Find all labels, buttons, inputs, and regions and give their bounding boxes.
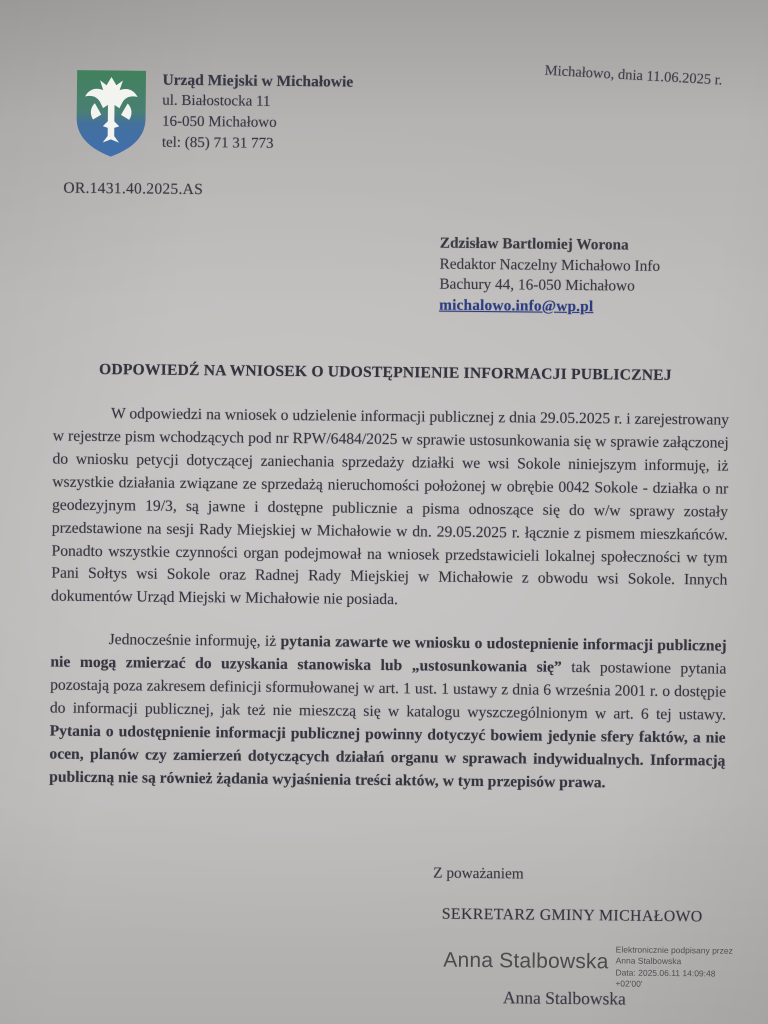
signatory-title: SEKRETARZ GMINY MICHAŁOWO <box>441 905 703 926</box>
recipient-block <box>439 234 660 319</box>
sender-phone: tel: (85) 71 31 773 <box>161 134 274 152</box>
sender-block <box>162 70 354 155</box>
body-paragraph-2: Jednocześnie informuję, iż pytania zawarte we wniosku o udostepnienie informacji publicznej nie mogą zmierzać do uzyskania stanowiska lub „ustosunkowania się” tak postawione pytania pozostają poza zakresem definicji sformułowanej w art. 1 ust. 1 ustawy z dnia 6 września 2001 r. o dostępie do informacji publicznej, jak też nie mieszczą się w katalogu wyszczególnionym w art. 6 tej ustawy. Pytania o udostępnienie informacji publicznej powinny dotyczyć bowiem jedynie sfery faktów, a nie ocen, planów czy zamierzeń dotyczących działań organu w sprawach indywidualnych. Informacją publiczną nie są również żądania wyjaśnienia treści aktów, w tym przepisów prawa. <box>49 631 727 791</box>
stamp-note <box>608 942 733 991</box>
letter-date: Michałowo, dnia 11.06.2025 r. <box>544 62 723 89</box>
closing-regards: Z poważaniem <box>433 864 524 883</box>
recipient-address: Bachury 44, 16-050 Michałowo <box>439 275 635 295</box>
signatory-name: Anna Stalbowska <box>502 987 627 1009</box>
recipient-name: Zdzisław Bartlomiej Worona <box>439 234 629 254</box>
stamp-note-line3: Data: 2025.06.11 14:09:48 +02'00' <box>615 967 716 990</box>
stamp-note-line2: Anna Stalbowska <box>615 955 682 967</box>
eagle-shield-icon <box>70 67 153 160</box>
sender-name: Urząd Miejski w Michałowie <box>162 71 354 91</box>
document-title: ODPOWIEDŹ NA WNIOSEK O UDOSTĘPNIENIE INFORMACJI PUBLICZNEJ <box>98 361 672 385</box>
sender-address-line2: 16-050 Michałowo <box>161 113 277 131</box>
recipient-email-link[interactable]: michalowo.info@wp.pl <box>439 296 594 316</box>
stamp-name: Anna Stalbowska <box>443 948 609 974</box>
stamp-note-line1: Elektronicznie podpisany przez <box>615 944 733 956</box>
recipient-title: Redaktor Naczelny Michałowo Info <box>439 255 661 275</box>
sender-address-line1: ul. Białostocka 11 <box>162 93 271 111</box>
electronic-signature-stamp <box>443 941 733 992</box>
reference-number: OR.1431.40.2025.AS <box>63 179 204 199</box>
body-paragraph-1: W odpowiedzi na wniosek o udzielenie informacji publicznej z dnia 29.05.2025 r. i zarejestrowany w rejestrze pism wchodzących pod nr RPW/6484/2025 w sprawie ustosunkowania się w sprawie załączonej do wniosku petycji dotyczącej zaniechania sprzedaży działki we wsi Sokole niniejszym informuję, iż wszystkie działania związane ze sprzedażą nieruchomości położonej w obrębie 0042 Sokole - działka o nr geodezyjnym 19/3, są jawne i dostępne publicznie a pisma odnoszące się do w/w sprawy zostały przedstawione na sesji Rady Miejskiej w Michałowie w dn. 29.05.2025 r. łącznie z pismem mieszkańców. Ponadto wszystkie czynności organ podejmował na wniosek przedstawicieli lokalnej społeczności w tym Pani Sołtys wsi Sokole oraz Radnej Rady Miejskiej w Michałowie z obwodu wsi Sokole. Innych dokumentów Urząd Miejski w Michałowie nie posiada. <box>51 405 730 609</box>
